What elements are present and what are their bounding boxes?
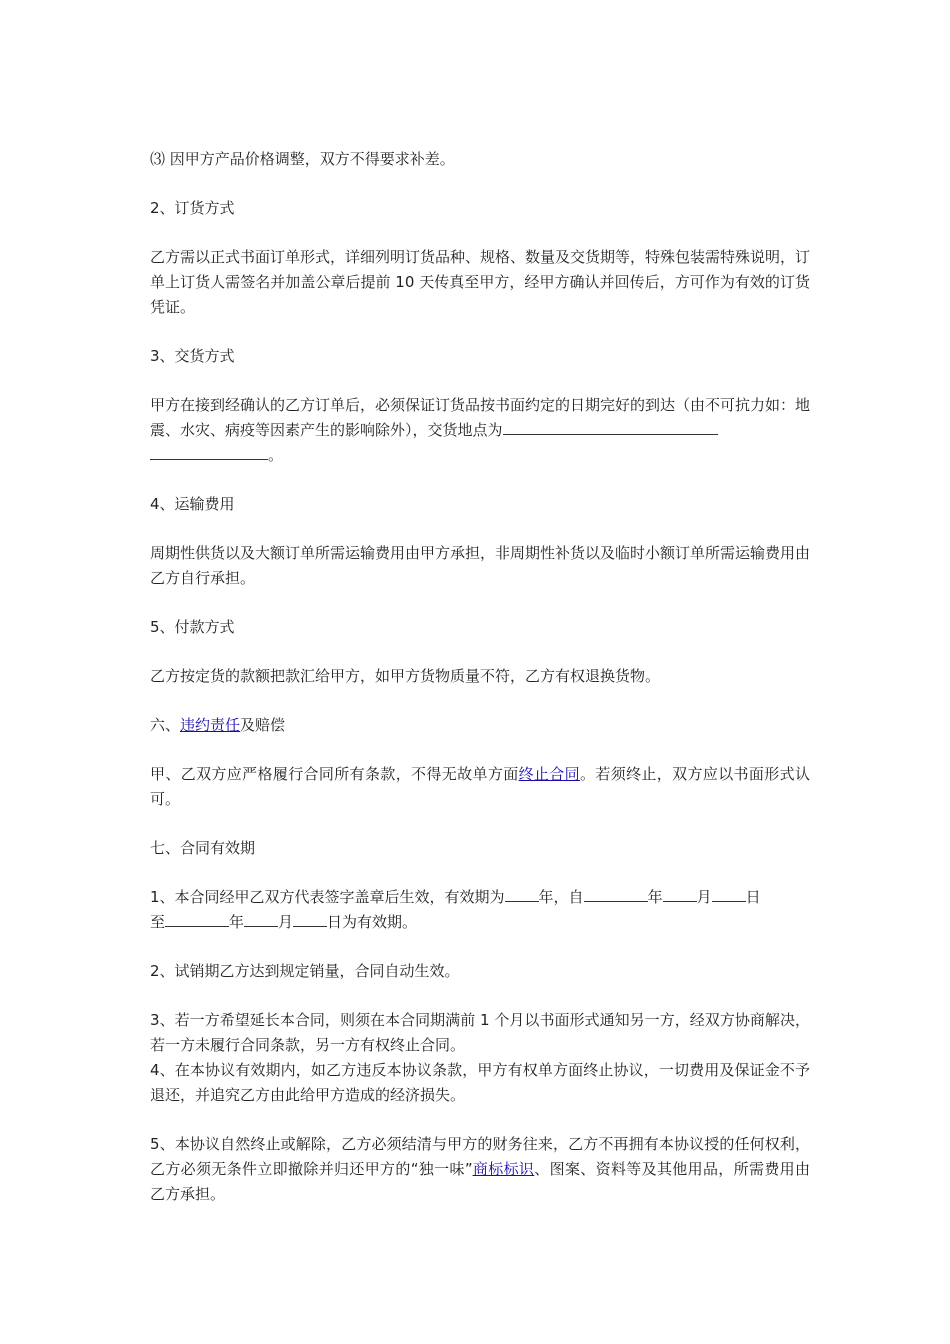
text-validity-1a: 1、本合同经甲乙双方代表签字盖章后生效，有效期为 [150, 888, 505, 906]
text-section-six-body-post: 。若须终止，双方应以书面形式认可。 [150, 765, 810, 808]
text-order-method: 乙方需以正式书面订单形式，详细列明订货品种、规格、数量及交货期等，特殊包装需特殊说明，订单上订货人需签名并加盖公章后提前 10 天传真至甲方，经甲方确认并回传后，方可作为有效的订货凭证。 [150, 248, 811, 316]
text-delivery-method: 甲方在接到经确认的乙方订单后，必须保证订货品按书面约定的日期完好的到达（由不可抗力如：地震、水灾、病疫等因素产生的影响除外），交货地点为 [150, 396, 811, 439]
text-heading-delivery-method: 3、交货方式 [150, 347, 235, 365]
paragraph-transport-cost [150, 541, 810, 591]
text-transport-cost: 周期性供货以及大额订单所需运输费用由甲方承担，非周期性补货以及临时小额订单所需运输费用由乙方自行承担。 [150, 544, 811, 587]
document-body [150, 147, 810, 1231]
text-validity-1i: 日为有效期。 [327, 913, 418, 931]
blank-years [505, 885, 539, 902]
paragraph-validity-3 [150, 1008, 810, 1058]
text-heading-payment-method: 5、付款方式 [150, 618, 235, 636]
blank-delivery-location-1 [503, 418, 718, 435]
text-validity-1h: 月 [278, 913, 294, 931]
heading-section-seven [150, 836, 810, 861]
text-validity-3: 3、若一方希望延长本合同，则须在本合同期满前 1 个月以书面形式通知另一方，经双方协商解决，若一方未履行合同条款，另一方有权终止合同。 [150, 1011, 810, 1054]
blank-delivery-location-2 [150, 443, 268, 460]
heading-transport-cost [150, 492, 810, 517]
link-trademark-logo[interactable]: 商标标识 [472, 1160, 535, 1178]
blank-start-day [712, 885, 746, 902]
text-validity-1d: 月 [696, 888, 712, 906]
text-payment-method: 乙方按定货的款额把款汇给甲方，如甲方货物质量不符，乙方有权退换货物。 [150, 667, 661, 685]
heading-section-six [150, 713, 810, 738]
text-validity-1b: 年，自 [538, 888, 584, 906]
text-section-six-number: 六、 [150, 716, 181, 734]
blank-end-month [244, 910, 278, 927]
paragraph-delivery-method [150, 393, 810, 468]
text-validity-2: 2、试销期乙方达到规定销量，合同自动生效。 [150, 962, 460, 980]
paragraph-validity-5 [150, 1132, 810, 1207]
text-validity-4: 4、在本协议有效期内，如乙方违反本协议条款，甲方有权单方面终止协议，一切费用及保证金不予退还，并追究乙方由此给甲方造成的经济损失。 [150, 1061, 810, 1104]
paragraph-validity-4 [150, 1058, 810, 1108]
paragraph-order-method [150, 245, 810, 320]
paragraph-payment-method [150, 664, 810, 689]
text-validity-1c: 年 [647, 888, 663, 906]
blank-end-year [165, 910, 229, 927]
paragraph-validity-2 [150, 959, 810, 984]
text-section-six-body-pre: 甲、乙双方应严格履行合同所有条款，不得无故单方面 [150, 765, 519, 783]
blank-start-month [663, 885, 697, 902]
text-delivery-end: 。 [268, 446, 284, 464]
link-terminate-contract[interactable]: 终止合同 [518, 765, 580, 783]
blank-end-day [293, 910, 327, 927]
text-validity-5-pre: 5、本协议自然终止或解除，乙方必须结清与甲方的财务往来，乙方不再拥有本协议授的任何权利，乙方必须无条件立即撤除并归还甲方的“独一味” [150, 1135, 810, 1178]
paragraph-section-six [150, 762, 810, 812]
blank-start-year [584, 885, 648, 902]
link-breach-liability[interactable]: 违约责任 [180, 716, 241, 734]
text-heading-section-seven: 七、合同有效期 [150, 839, 256, 857]
heading-order-method [150, 196, 810, 221]
text-price-adjustment: ⑶ 因甲方产品价格调整，双方不得要求补差。 [150, 150, 455, 168]
text-heading-transport-cost: 4、运输费用 [150, 495, 235, 513]
paragraph-price-adjustment [150, 147, 810, 172]
text-heading-order-method: 2、订货方式 [150, 199, 235, 217]
paragraph-validity-1 [150, 885, 810, 935]
heading-delivery-method [150, 344, 810, 369]
text-validity-1g: 年 [229, 913, 245, 931]
heading-payment-method [150, 615, 810, 640]
text-validity-5-post: 、图案、资料等及其他用品，所需费用由乙方承担。 [150, 1160, 810, 1203]
text-section-six-suffix: 及赔偿 [240, 716, 286, 734]
text-validity-1f: 至 [150, 913, 166, 931]
text-validity-1e: 日 [745, 888, 761, 906]
